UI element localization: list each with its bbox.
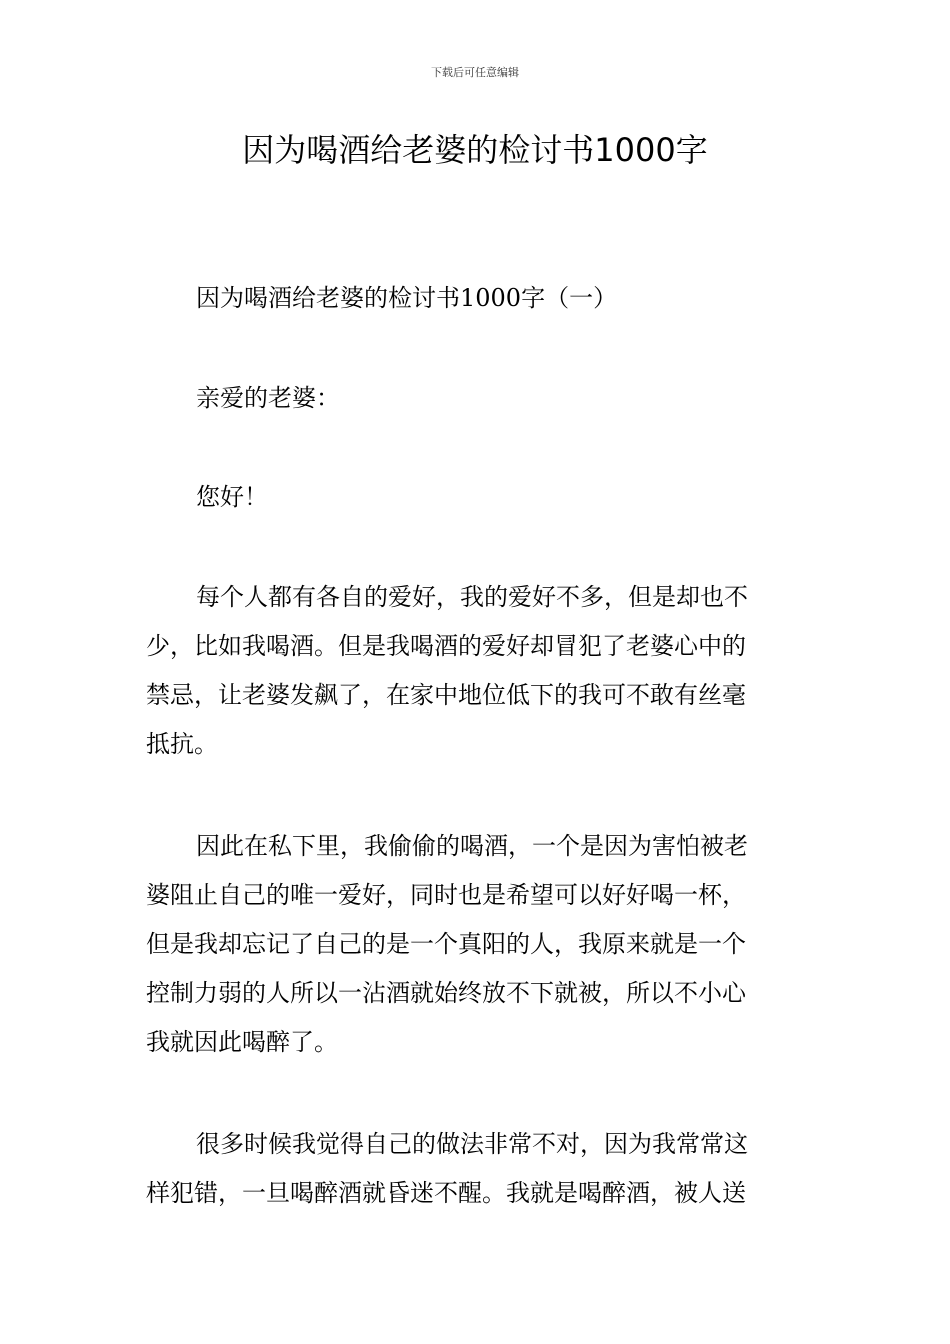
paragraph-line: 控制力弱的人所以一沾酒就始终放不下就被，所以不小心	[146, 979, 746, 1007]
paragraph-line: 但是我却忘记了自己的是一个真阳的人，我原来就是一个	[146, 930, 746, 958]
salutation: 亲爱的老婆：	[196, 384, 340, 412]
greeting: 您好！	[196, 483, 268, 511]
paragraph-line: 我就因此喝醉了。	[146, 1028, 338, 1056]
paragraph-line: 每个人都有各自的爱好，我的爱好不多，但是却也不	[196, 583, 748, 611]
paragraph-line: 禁忌，让老婆发飙了，在家中地位低下的我可不敢有丝毫	[146, 681, 746, 709]
section-subtitle: 因为喝酒给老婆的检讨书1000字（一）	[196, 284, 618, 312]
paragraph-line: 因此在私下里，我偷偷的喝酒，一个是因为害怕被老	[196, 832, 748, 860]
paragraph-line: 婆阻止自己的唯一爱好，同时也是希望可以好好喝一杯，	[146, 881, 746, 909]
paragraph-line: 抵抗。	[146, 730, 218, 758]
paragraph-line: 样犯错，一旦喝醉酒就昏迷不醒。我就是喝醉酒，被人送	[146, 1179, 746, 1207]
document-title: 因为喝酒给老婆的检讨书1000字	[242, 131, 708, 169]
paragraph-line: 少，比如我喝酒。但是我喝酒的爱好却冒犯了老婆心中的	[146, 632, 746, 660]
header-note: 下载后可任意编辑	[431, 66, 519, 79]
paragraph-line: 很多时候我觉得自己的做法非常不对，因为我常常这	[196, 1130, 748, 1158]
